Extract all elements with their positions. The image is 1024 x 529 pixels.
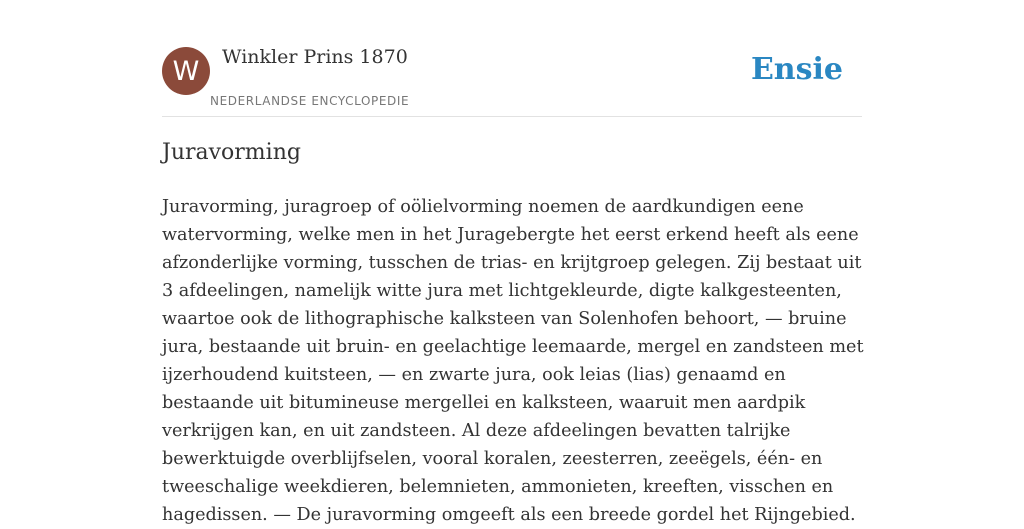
source-avatar: W <box>162 47 210 95</box>
ensie-logo[interactable]: Ensie <box>750 52 843 87</box>
entry-title: Juravorming <box>162 140 301 165</box>
source-header <box>162 46 862 117</box>
source-subtitle: NEDERLANDSE ENCYCLOPEDIE <box>210 94 410 108</box>
entry-body: Juravorming, juragroep of oölielvorming noemen de aardkundigen eene watervorming, welke men in het Juragebergte het eerst erkend heeft als eene afzonderlijke vorming, tusschen de trias- en krijtgroep gelegen. Zij bestaat uit 3 afdeelingen, namelijk witte jura met lichtgekleurde, digte kalkgesteenten, waartoe ook de lithographische kalksteen van Solenhofen behoort, — bruine jura, bestaande uit bruin- en geelachtige leemaarde, mergel en zandsteen met ijzerhoudend kuitsteen, — en zwarte jura, ook leias (lias) genaamd en bestaande uit bitumineuse mergellei en kalksteen, waaruit men aardpik verkrijgen kan, en uit zandsteen. Al deze afdeelingen bevatten talrijke bewerktuigde overblijfselen, vooral koralen, zeesterren, zeeëgels, één- en tweeschalige weekdieren, belemnieten, ammonieten, kreeften, visschen en hagedissen. — De juravorming omgeeft als een breede gordel het Rijngebied. <box>162 197 864 525</box>
source-title[interactable]: Winkler Prins 1870 <box>222 46 408 68</box>
